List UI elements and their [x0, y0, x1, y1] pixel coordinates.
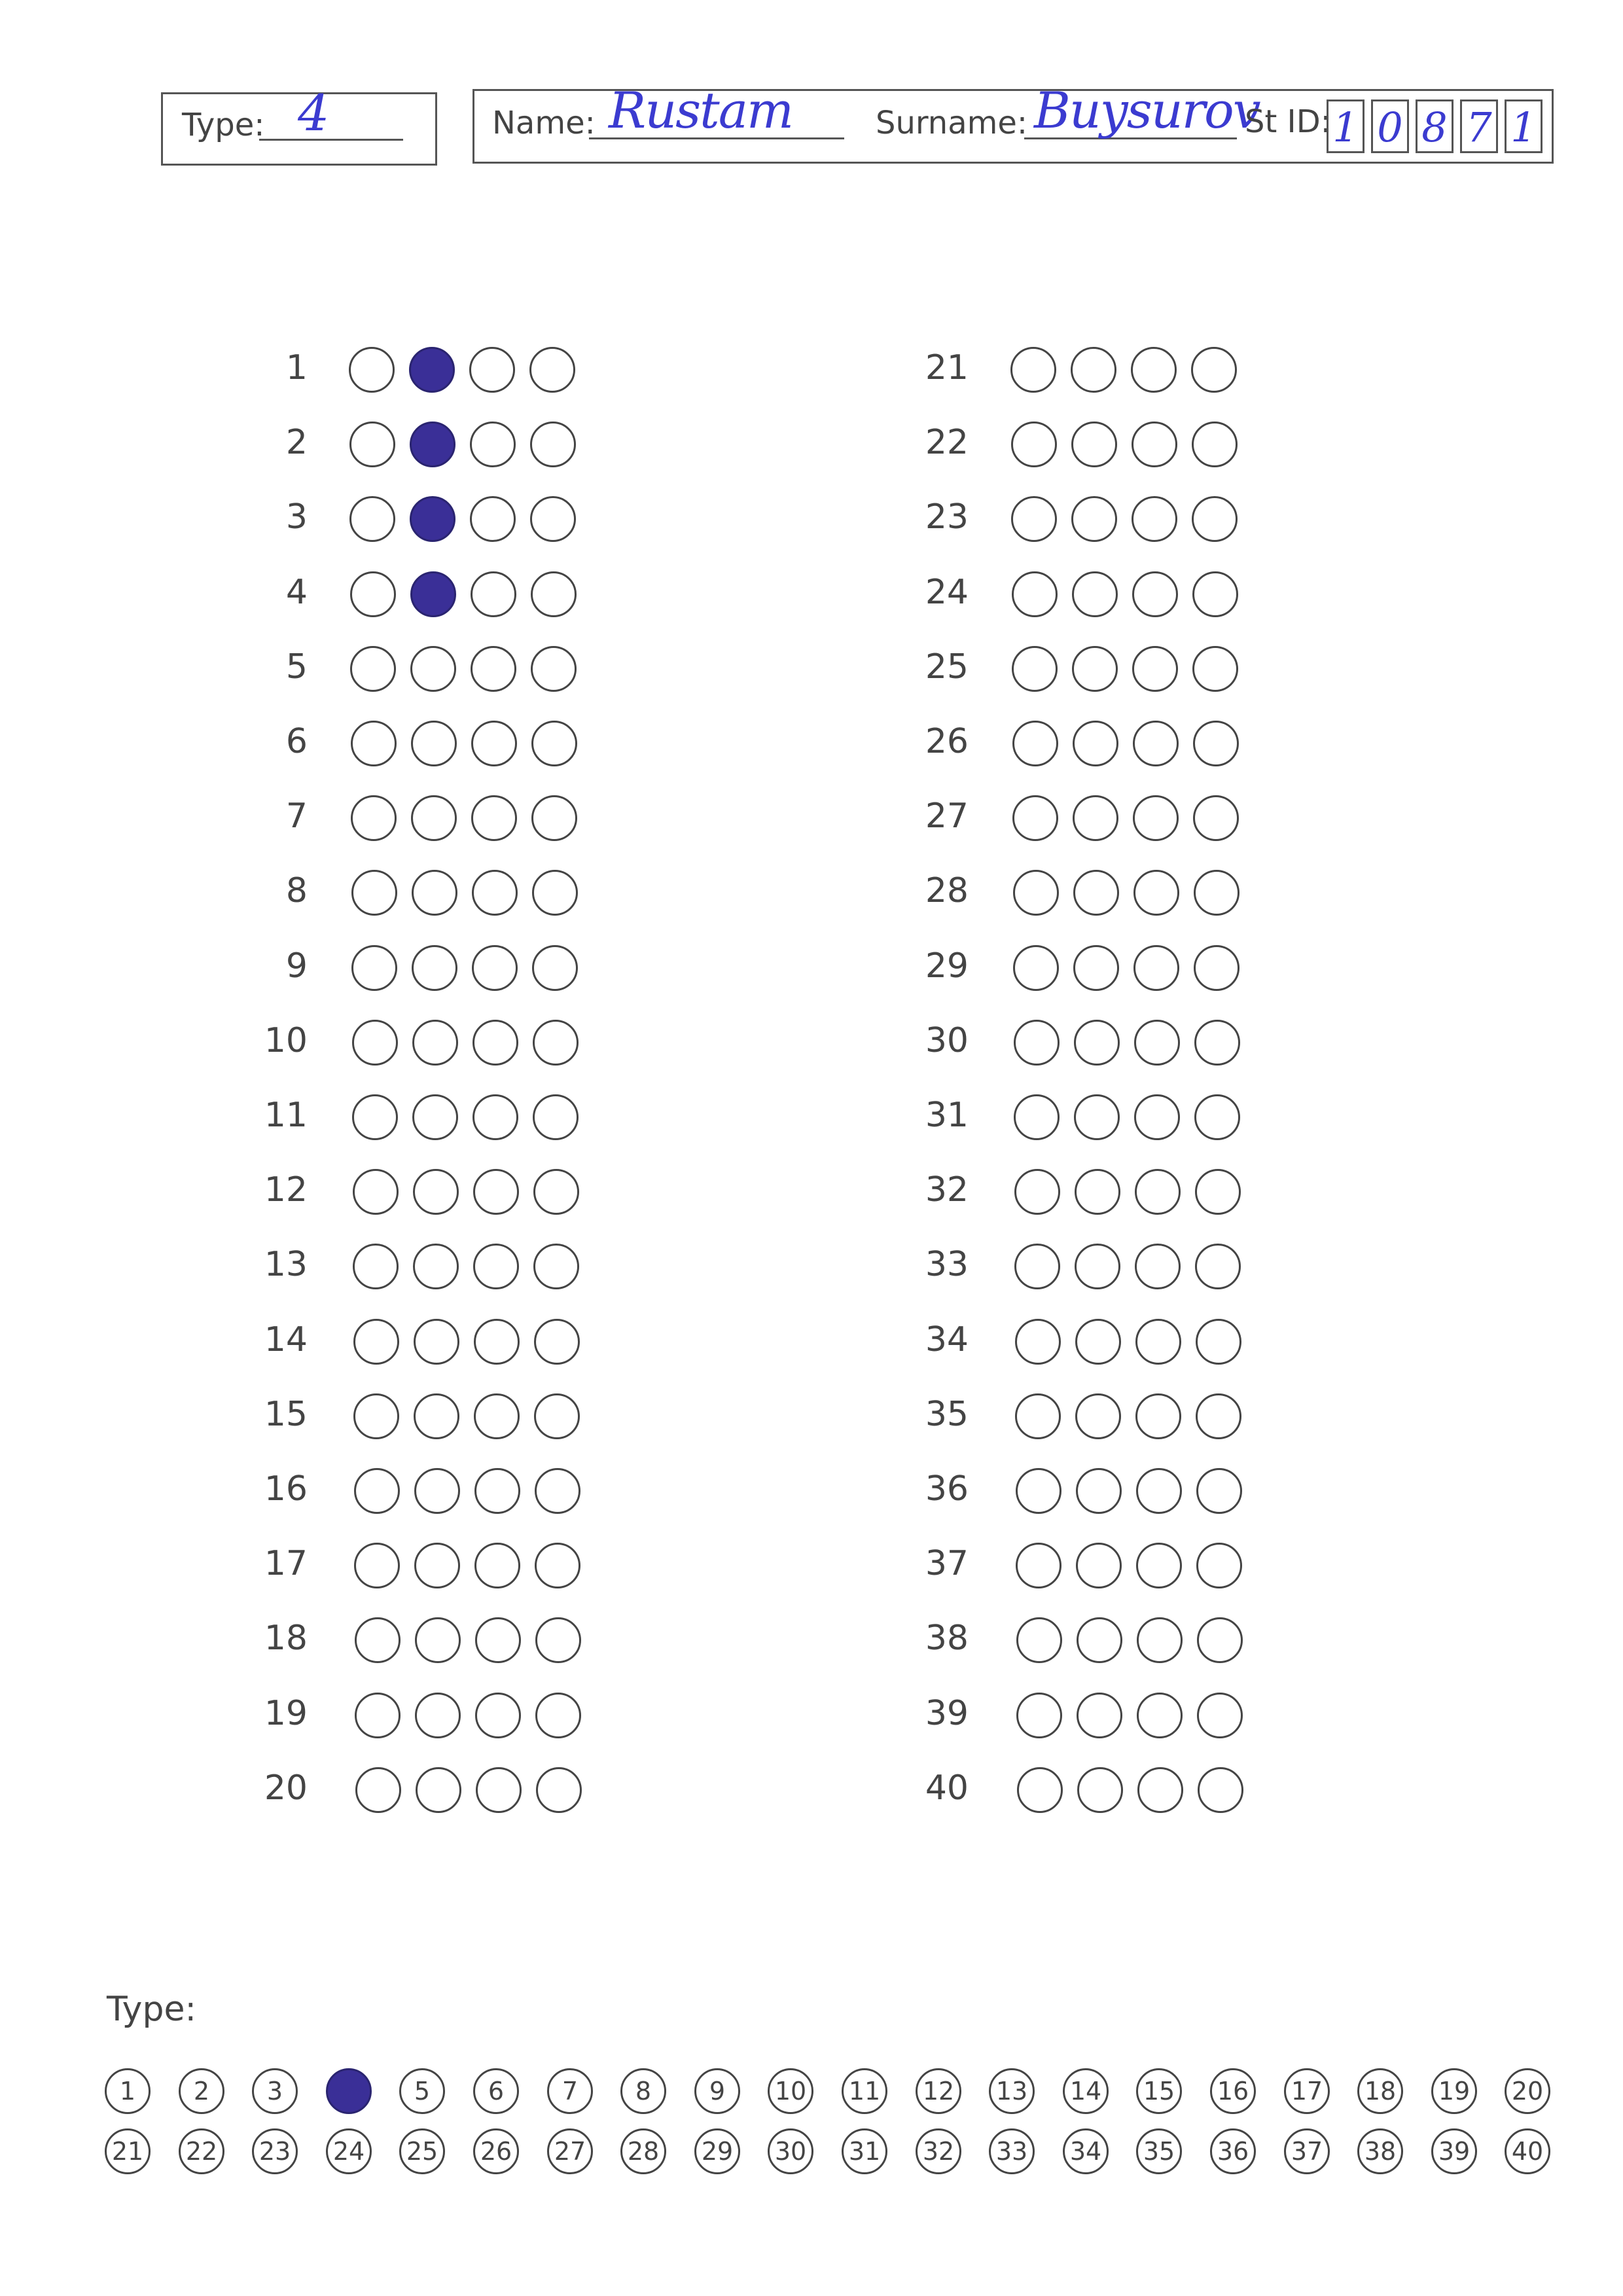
- question-number: 10: [264, 1021, 308, 1060]
- answer-bubble-q34-opt4[interactable]: [1196, 1319, 1241, 1365]
- answer-bubble-q32-opt2[interactable]: [1075, 1169, 1120, 1215]
- question-number: 11: [264, 1096, 308, 1135]
- answer-bubble-q10-opt1[interactable]: [352, 1020, 398, 1066]
- answer-bubble-q34-opt2[interactable]: [1075, 1319, 1121, 1365]
- answer-bubble-q9-opt4[interactable]: [532, 945, 578, 991]
- answer-bubble-q15-opt1[interactable]: [353, 1393, 399, 1439]
- question-number: 23: [925, 497, 969, 537]
- answer-bubble-q39-opt1[interactable]: [1016, 1693, 1062, 1738]
- answer-bubble-q33-opt3[interactable]: [1135, 1244, 1181, 1289]
- question-number: 14: [264, 1320, 308, 1359]
- answer-bubble-q35-opt2[interactable]: [1075, 1393, 1121, 1439]
- answer-bubble-q13-opt3[interactable]: [473, 1244, 519, 1289]
- question-number: 35: [925, 1395, 969, 1434]
- answer-bubble-q26-opt3[interactable]: [1133, 721, 1179, 766]
- question-number: 12: [264, 1170, 308, 1210]
- type-option-31[interactable]: 31: [842, 2128, 887, 2174]
- answer-bubble-q10-opt2[interactable]: [412, 1020, 458, 1066]
- answer-bubble-q27-opt2[interactable]: [1073, 795, 1118, 841]
- answer-bubble-q34-opt1[interactable]: [1015, 1319, 1061, 1365]
- answer-bubble-q16-opt4[interactable]: [535, 1468, 580, 1514]
- answer-bubble-q38-opt1[interactable]: [1016, 1617, 1062, 1663]
- answer-bubble-q23-opt4[interactable]: [1192, 496, 1238, 542]
- question-number: 21: [925, 348, 969, 387]
- question-number: 16: [264, 1469, 308, 1509]
- answer-bubble-q28-opt4[interactable]: [1194, 870, 1240, 916]
- name-label: Name:: [492, 105, 596, 141]
- type-option-37[interactable]: 37: [1284, 2128, 1330, 2174]
- answer-bubble-q25-opt4[interactable]: [1192, 646, 1238, 692]
- answer-bubble-q22-opt4[interactable]: [1192, 422, 1238, 467]
- answer-bubble-q6-opt1[interactable]: [351, 721, 397, 766]
- answer-bubble-q9-opt2[interactable]: [412, 945, 457, 991]
- answer-bubble-q17-opt1[interactable]: [354, 1543, 400, 1588]
- type-option-33[interactable]: 33: [989, 2128, 1035, 2174]
- answer-bubble-q28-opt2[interactable]: [1073, 870, 1119, 916]
- question-number: 13: [264, 1245, 308, 1284]
- answer-bubble-q17-opt4[interactable]: [535, 1543, 580, 1588]
- answer-bubble-q24-opt2[interactable]: [1072, 571, 1118, 617]
- answer-bubble-q20-opt4[interactable]: [536, 1767, 582, 1813]
- answer-bubble-q2-opt1[interactable]: [349, 422, 395, 467]
- answer-bubble-q13-opt2[interactable]: [413, 1244, 459, 1289]
- answer-bubble-q19-opt2[interactable]: [415, 1693, 461, 1738]
- question-number: 8: [285, 871, 308, 910]
- answer-bubble-q3-opt2[interactable]: [410, 496, 455, 542]
- question-number: 37: [925, 1544, 969, 1583]
- type-option-26[interactable]: 26: [473, 2128, 519, 2174]
- answer-bubble-q26-opt4[interactable]: [1193, 721, 1239, 766]
- answer-bubble-q30-opt3[interactable]: [1134, 1020, 1180, 1066]
- answer-bubble-q31-opt1[interactable]: [1014, 1094, 1060, 1140]
- answer-bubble-q22-opt2[interactable]: [1071, 422, 1117, 467]
- answer-bubble-q35-opt3[interactable]: [1135, 1393, 1181, 1439]
- answer-bubble-q2-opt2[interactable]: [410, 422, 455, 467]
- answer-bubble-q24-opt1[interactable]: [1012, 571, 1058, 617]
- answer-bubble-q6-opt3[interactable]: [471, 721, 517, 766]
- answer-bubble-q38-opt3[interactable]: [1137, 1617, 1183, 1663]
- answer-bubble-q6-opt2[interactable]: [411, 721, 457, 766]
- answer-bubble-q15-opt4[interactable]: [534, 1393, 580, 1439]
- answer-bubble-q33-opt1[interactable]: [1014, 1244, 1060, 1289]
- question-number: 1: [285, 348, 308, 387]
- type-option-17[interactable]: 17: [1284, 2068, 1330, 2114]
- answer-bubble-q13-opt1[interactable]: [353, 1244, 399, 1289]
- answer-bubble-q38-opt2[interactable]: [1077, 1617, 1122, 1663]
- answer-bubble-q25-opt2[interactable]: [1072, 646, 1118, 692]
- answer-bubble-q30-opt2[interactable]: [1074, 1020, 1120, 1066]
- answer-bubble-q12-opt3[interactable]: [473, 1169, 519, 1215]
- answer-bubble-q38-opt4[interactable]: [1197, 1617, 1243, 1663]
- answer-bubble-q13-opt4[interactable]: [533, 1244, 579, 1289]
- answer-bubble-q6-opt4[interactable]: [531, 721, 577, 766]
- answer-bubble-q10-opt4[interactable]: [533, 1020, 579, 1066]
- answer-bubble-q29-opt3[interactable]: [1133, 945, 1179, 991]
- answer-bubble-q5-opt1[interactable]: [350, 646, 396, 692]
- answer-bubble-q12-opt1[interactable]: [353, 1169, 399, 1215]
- answer-bubble-q31-opt3[interactable]: [1134, 1094, 1180, 1140]
- question-number: 20: [264, 1768, 308, 1808]
- answer-bubble-q36-opt1[interactable]: [1016, 1468, 1061, 1514]
- answer-bubble-q15-opt3[interactable]: [474, 1393, 520, 1439]
- answer-bubble-q39-opt3[interactable]: [1137, 1693, 1183, 1738]
- question-number: 27: [925, 797, 969, 836]
- answer-bubble-q29-opt2[interactable]: [1073, 945, 1119, 991]
- answer-bubble-q18-opt1[interactable]: [355, 1617, 401, 1663]
- name-value[interactable]: Rustam: [609, 81, 793, 139]
- question-number: 15: [264, 1395, 308, 1434]
- answer-bubble-q18-opt2[interactable]: [415, 1617, 461, 1663]
- type-option-35[interactable]: 35: [1136, 2128, 1182, 2174]
- type-option-18[interactable]: 18: [1357, 2068, 1403, 2114]
- answer-bubble-q14-opt4[interactable]: [534, 1319, 580, 1365]
- question-number: 32: [925, 1170, 969, 1210]
- stid-digit-2[interactable]: 0: [1371, 99, 1409, 153]
- answer-bubble-q4-opt4[interactable]: [531, 571, 577, 617]
- question-number: 39: [925, 1694, 969, 1733]
- answer-bubble-q4-opt2[interactable]: [410, 571, 456, 617]
- stid-digit-1[interactable]: 1: [1327, 99, 1364, 153]
- answer-bubble-q27-opt4[interactable]: [1193, 795, 1239, 841]
- answer-bubble-q39-opt4[interactable]: [1197, 1693, 1243, 1738]
- answer-bubble-q21-opt2[interactable]: [1071, 347, 1116, 393]
- type-option-39[interactable]: 39: [1431, 2128, 1477, 2174]
- question-number: 5: [285, 647, 308, 687]
- question-number: 25: [925, 647, 969, 687]
- answer-bubble-q14-opt1[interactable]: [353, 1319, 399, 1365]
- type-option-16[interactable]: 16: [1210, 2068, 1256, 2114]
- question-number: 17: [264, 1544, 308, 1583]
- type-value[interactable]: 4: [298, 84, 329, 142]
- answer-bubble-q36-opt4[interactable]: [1196, 1468, 1242, 1514]
- type-option-12[interactable]: 12: [916, 2068, 961, 2114]
- answer-bubble-q1-opt1[interactable]: [349, 347, 395, 393]
- answer-bubble-q18-opt4[interactable]: [535, 1617, 581, 1663]
- type-option-15[interactable]: 15: [1136, 2068, 1182, 2114]
- type-option-9[interactable]: 9: [694, 2068, 740, 2114]
- type-option-4[interactable]: [326, 2068, 372, 2114]
- question-number: 26: [925, 722, 969, 761]
- question-number: 28: [925, 871, 969, 910]
- type-option-1[interactable]: 1: [105, 2068, 151, 2114]
- question-number: 29: [925, 946, 969, 986]
- answer-bubble-q25-opt1[interactable]: [1012, 646, 1058, 692]
- answer-bubble-q21-opt1[interactable]: [1010, 347, 1056, 393]
- answer-bubble-q33-opt2[interactable]: [1075, 1244, 1120, 1289]
- answer-bubble-q21-opt4[interactable]: [1191, 347, 1237, 393]
- answer-bubble-q7-opt4[interactable]: [531, 795, 577, 841]
- type-option-5[interactable]: 5: [399, 2068, 445, 2114]
- answer-bubble-q37-opt4[interactable]: [1196, 1543, 1242, 1588]
- answer-bubble-q4-opt1[interactable]: [350, 571, 396, 617]
- answer-bubble-q27-opt3[interactable]: [1133, 795, 1179, 841]
- surname-label: Surname:: [876, 105, 1028, 141]
- answer-bubble-q23-opt3[interactable]: [1132, 496, 1177, 542]
- answer-bubble-q14-opt2[interactable]: [414, 1319, 459, 1365]
- answer-bubble-q7-opt3[interactable]: [471, 795, 517, 841]
- question-number: 3: [285, 497, 308, 537]
- answer-bubble-q30-opt1[interactable]: [1014, 1020, 1060, 1066]
- answer-bubble-q4-opt3[interactable]: [471, 571, 516, 617]
- question-number: 2: [285, 423, 308, 462]
- answer-bubble-q32-opt4[interactable]: [1195, 1169, 1241, 1215]
- answer-bubble-q5-opt2[interactable]: [410, 646, 456, 692]
- answer-bubble-q22-opt1[interactable]: [1011, 422, 1057, 467]
- type-label: Type:: [182, 107, 265, 143]
- answer-bubble-q32-opt3[interactable]: [1135, 1169, 1181, 1215]
- type-option-23[interactable]: 23: [252, 2128, 298, 2174]
- answer-bubble-q9-opt3[interactable]: [472, 945, 518, 991]
- answer-bubble-q31-opt2[interactable]: [1074, 1094, 1120, 1140]
- type-option-8[interactable]: 8: [620, 2068, 666, 2114]
- answer-bubble-q37-opt3[interactable]: [1136, 1543, 1182, 1588]
- type-selector-label: Type:: [107, 1990, 196, 2029]
- type-option-28[interactable]: 28: [620, 2128, 666, 2174]
- answer-bubble-q3-opt1[interactable]: [349, 496, 395, 542]
- answer-bubble-q23-opt1[interactable]: [1011, 496, 1057, 542]
- type-option-22[interactable]: 22: [179, 2128, 224, 2174]
- answer-bubble-q10-opt3[interactable]: [473, 1020, 518, 1066]
- type-option-14[interactable]: 14: [1063, 2068, 1109, 2114]
- answer-bubble-q40-opt1[interactable]: [1017, 1767, 1063, 1813]
- answer-bubble-q39-opt2[interactable]: [1077, 1693, 1122, 1738]
- answer-bubble-q24-opt4[interactable]: [1192, 571, 1238, 617]
- answer-bubble-q21-opt3[interactable]: [1131, 347, 1177, 393]
- answer-bubble-q23-opt2[interactable]: [1071, 496, 1117, 542]
- stid-digit-5[interactable]: 1: [1505, 99, 1543, 153]
- answer-bubble-q29-opt4[interactable]: [1194, 945, 1240, 991]
- answer-bubble-q1-opt4[interactable]: [529, 347, 575, 393]
- answer-bubble-q34-opt3[interactable]: [1135, 1319, 1181, 1365]
- type-underline: [259, 139, 403, 141]
- type-option-29[interactable]: 29: [694, 2128, 740, 2174]
- answer-bubble-q37-opt1[interactable]: [1016, 1543, 1061, 1588]
- answer-bubble-q7-opt1[interactable]: [351, 795, 397, 841]
- question-number: 24: [925, 573, 969, 612]
- answer-bubble-q7-opt2[interactable]: [411, 795, 457, 841]
- answer-bubble-q8-opt2[interactable]: [412, 870, 457, 916]
- type-option-32[interactable]: 32: [916, 2128, 961, 2174]
- surname-value[interactable]: Buysurov: [1034, 81, 1260, 139]
- question-number: 30: [925, 1021, 969, 1060]
- answer-bubble-q29-opt1[interactable]: [1013, 945, 1059, 991]
- stid-label: St ID:: [1245, 103, 1331, 140]
- answer-bubble-q16-opt2[interactable]: [414, 1468, 460, 1514]
- answer-bubble-q35-opt1[interactable]: [1015, 1393, 1061, 1439]
- type-option-24[interactable]: 24: [326, 2128, 372, 2174]
- type-option-20[interactable]: 20: [1505, 2068, 1550, 2114]
- answer-bubble-q16-opt1[interactable]: [354, 1468, 400, 1514]
- answer-bubble-q19-opt1[interactable]: [355, 1693, 401, 1738]
- type-option-25[interactable]: 25: [399, 2128, 445, 2174]
- answer-bubble-q32-opt1[interactable]: [1014, 1169, 1060, 1215]
- answer-bubble-q26-opt1[interactable]: [1012, 721, 1058, 766]
- answer-bubble-q25-opt3[interactable]: [1132, 646, 1178, 692]
- type-option-30[interactable]: 30: [768, 2128, 813, 2174]
- answer-bubble-q18-opt3[interactable]: [475, 1617, 521, 1663]
- type-option-10[interactable]: 10: [768, 2068, 813, 2114]
- answer-bubble-q35-opt4[interactable]: [1196, 1393, 1241, 1439]
- answer-bubble-q27-opt1[interactable]: [1012, 795, 1058, 841]
- type-option-34[interactable]: 34: [1063, 2128, 1109, 2174]
- answer-bubble-q17-opt2[interactable]: [414, 1543, 460, 1588]
- question-number: 40: [925, 1768, 969, 1808]
- question-number: 22: [925, 423, 969, 462]
- type-option-2[interactable]: 2: [179, 2068, 224, 2114]
- question-number: 31: [925, 1096, 969, 1135]
- question-number: 38: [925, 1619, 969, 1658]
- answer-bubble-q16-opt3[interactable]: [474, 1468, 520, 1514]
- answer-bubble-q11-opt4[interactable]: [533, 1094, 579, 1140]
- answer-bubble-q20-opt1[interactable]: [355, 1767, 401, 1813]
- answer-bubble-q8-opt3[interactable]: [472, 870, 518, 916]
- question-number: 6: [285, 722, 308, 761]
- answer-bubble-q20-opt3[interactable]: [476, 1767, 522, 1813]
- answer-bubble-q20-opt2[interactable]: [416, 1767, 461, 1813]
- question-number: 9: [285, 946, 308, 986]
- type-option-11[interactable]: 11: [842, 2068, 887, 2114]
- type-option-19[interactable]: 19: [1431, 2068, 1477, 2114]
- question-number: 33: [925, 1245, 969, 1284]
- question-number: 34: [925, 1320, 969, 1359]
- answer-bubble-q15-opt2[interactable]: [414, 1393, 459, 1439]
- answer-bubble-q24-opt3[interactable]: [1132, 571, 1178, 617]
- type-option-7[interactable]: 7: [547, 2068, 593, 2114]
- type-option-21[interactable]: 21: [105, 2128, 151, 2174]
- answer-bubble-q40-opt4[interactable]: [1198, 1767, 1243, 1813]
- answer-bubble-q19-opt4[interactable]: [535, 1693, 581, 1738]
- answer-bubble-q26-opt2[interactable]: [1073, 721, 1118, 766]
- answer-bubble-q40-opt3[interactable]: [1137, 1767, 1183, 1813]
- answer-bubble-q12-opt2[interactable]: [413, 1169, 459, 1215]
- answer-bubble-q5-opt3[interactable]: [471, 646, 516, 692]
- answer-bubble-q36-opt3[interactable]: [1136, 1468, 1182, 1514]
- stid-digit-4[interactable]: 7: [1460, 99, 1498, 153]
- answer-bubble-q36-opt2[interactable]: [1076, 1468, 1122, 1514]
- question-number: 7: [285, 797, 308, 836]
- question-number: 19: [264, 1694, 308, 1733]
- type-option-38[interactable]: 38: [1357, 2128, 1403, 2174]
- question-number: 36: [925, 1469, 969, 1509]
- answer-bubble-q11-opt1[interactable]: [352, 1094, 398, 1140]
- answer-bubble-q14-opt3[interactable]: [474, 1319, 520, 1365]
- type-option-27[interactable]: 27: [547, 2128, 593, 2174]
- answer-bubble-q5-opt4[interactable]: [531, 646, 577, 692]
- type-option-36[interactable]: 36: [1210, 2128, 1256, 2174]
- answer-bubble-q1-opt3[interactable]: [469, 347, 515, 393]
- answer-bubble-q11-opt2[interactable]: [412, 1094, 458, 1140]
- answer-bubble-q11-opt3[interactable]: [473, 1094, 518, 1140]
- answer-bubble-q33-opt4[interactable]: [1195, 1244, 1241, 1289]
- answer-bubble-q1-opt2[interactable]: [409, 347, 455, 393]
- answer-bubble-q28-opt3[interactable]: [1133, 870, 1179, 916]
- answer-bubble-q3-opt3[interactable]: [470, 496, 516, 542]
- answer-bubble-q40-opt2[interactable]: [1077, 1767, 1123, 1813]
- answer-bubble-q8-opt4[interactable]: [532, 870, 578, 916]
- answer-bubble-q22-opt3[interactable]: [1132, 422, 1177, 467]
- answer-bubble-q17-opt3[interactable]: [474, 1543, 520, 1588]
- type-option-6[interactable]: 6: [473, 2068, 519, 2114]
- answer-bubble-q12-opt4[interactable]: [533, 1169, 579, 1215]
- stid-digit-3[interactable]: 8: [1416, 99, 1454, 153]
- answer-bubble-q3-opt4[interactable]: [530, 496, 576, 542]
- type-option-3[interactable]: 3: [252, 2068, 298, 2114]
- type-option-40[interactable]: 40: [1505, 2128, 1550, 2174]
- type-option-13[interactable]: 13: [989, 2068, 1035, 2114]
- answer-bubble-q28-opt1[interactable]: [1013, 870, 1059, 916]
- question-number: 4: [285, 573, 308, 612]
- answer-bubble-q30-opt4[interactable]: [1194, 1020, 1240, 1066]
- answer-bubble-q31-opt4[interactable]: [1194, 1094, 1240, 1140]
- answer-bubble-q2-opt4[interactable]: [530, 422, 576, 467]
- answer-bubble-q37-opt2[interactable]: [1076, 1543, 1122, 1588]
- question-number: 18: [264, 1619, 308, 1658]
- answer-bubble-q9-opt1[interactable]: [351, 945, 397, 991]
- answer-bubble-q8-opt1[interactable]: [351, 870, 397, 916]
- answer-bubble-q2-opt3[interactable]: [470, 422, 516, 467]
- answer-bubble-q19-opt3[interactable]: [475, 1693, 521, 1738]
